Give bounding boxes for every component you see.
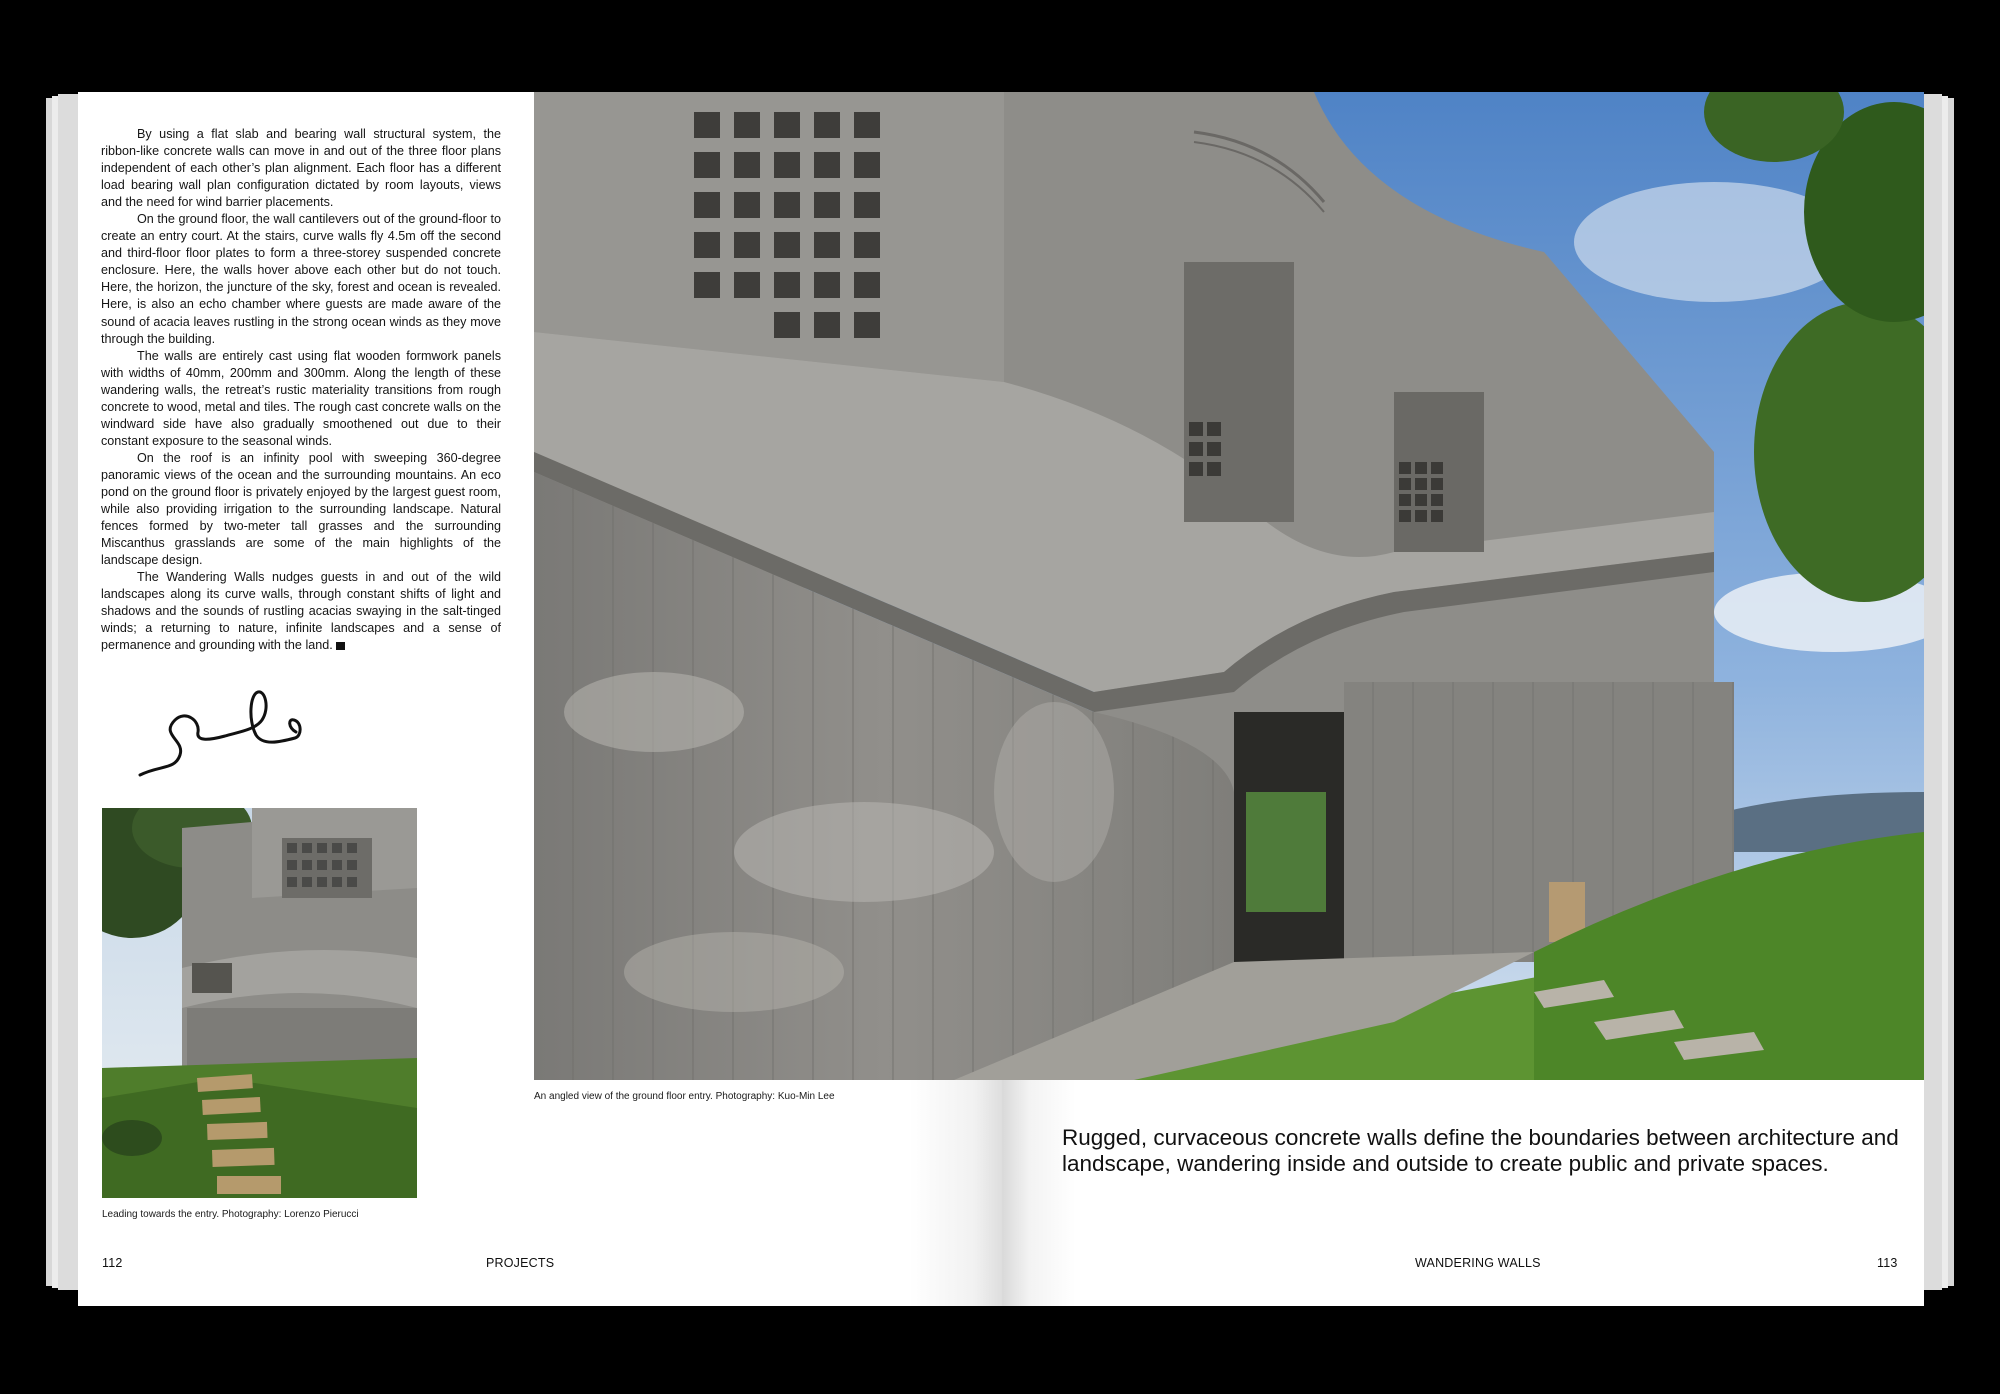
article-body [101,126,501,654]
entry-photo-caption: Leading towards the entry. Photography: Lorenzo Pierucci [102,1209,359,1220]
page-number-right: 113 [1877,1256,1898,1270]
section-label-right: WANDERING WALLS [1415,1256,1541,1270]
paragraph: On the ground floor, the wall cantilevers out of the ground-floor to create an entry court. At the stairs, curve walls fly 4.5m off the second and third-floor floor plates to form a three-storey suspended concrete enclosure. Here, the walls hover above each other but do not touch. Here, the horizon, the juncture of the sky, forest and ocean is revealed. Here, is also an echo chamber where guests are made aware of the sound of acacia leaves rustling in the strong ocean winds as they move through the building. [101,212,501,346]
ground-floor-photo [534,92,1924,1080]
entry-photo-illustration [102,808,417,1198]
ground-floor-photo-caption: An angled view of the ground floor entry. Photography: Kuo-Min Lee [534,1091,835,1102]
pull-quote: Rugged, curvaceous concrete walls define the boundaries between architecture and landscape, wandering inside and outside to create public and private spaces. [1062,1125,1899,1176]
paragraph: On the roof is an infinity pool with sweeping 360-degree panoramic views of the ocean and the surrounding mountains. An eco pond on the ground floor is privately enjoyed by the largest guest room, while also providing irrigation to the surrounding landscape. Natural fences formed by two-meter tall grasses and the surrounding Miscanthus grasslands are some of the main highlights of the landscape design. [101,450,501,568]
signature-doodle [130,680,360,790]
paragraph: The Wandering Walls nudges guests in and out of the wild landscapes along its curve walls, through constant shifts of light and shadows and the sounds of rustling acacias swaying in the salt-tinged winds; a returning to nature, infinite landscapes and a sense of permanence and grounding with the land. [101,570,501,653]
page-number-left: 112 [102,1256,123,1270]
paragraph: By using a flat slab and bearing wall structural system, the ribbon-like concrete walls can move in and out of the three floor plans independent of each other’s plan alignment. Each floor has a different load bearing wall plan configuration dictated by room layouts, views and the need for wind barrier placements. [101,127,501,210]
paragraph: The walls are entirely cast using flat wooden formwork panels with widths of 40mm, 200mm and 300mm. Along the length of these wandering walls, the retreat’s rustic materiality transitions from rough concrete to wood, metal and tiles. The rough cast concrete walls on the windward side have also gradually smoothened out due to their constant exposure to the seasonal winds. [101,348,501,448]
end-mark-icon [336,642,345,650]
section-label-left: PROJECTS [486,1256,555,1270]
ground-floor-photo-illustration [534,92,1924,1080]
paragraph-last [101,569,501,654]
entry-photo [102,808,417,1198]
